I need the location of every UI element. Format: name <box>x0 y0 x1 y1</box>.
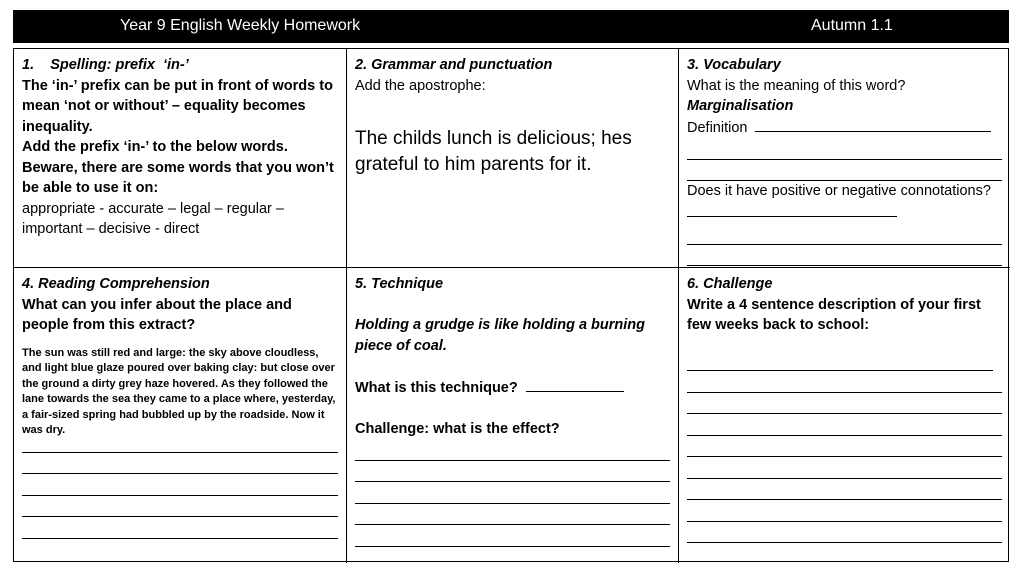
grammar-instruction: Add the apostrophe: <box>355 77 486 94</box>
answer-line[interactable] <box>22 439 338 453</box>
technique-title: 5. Technique <box>355 276 444 292</box>
definition-label: Definition <box>687 119 748 136</box>
header-bar <box>13 10 1009 43</box>
answer-line[interactable] <box>687 245 1002 267</box>
answer-line[interactable] <box>355 482 670 504</box>
homework-grid <box>13 48 1009 562</box>
technique-question-row <box>355 377 670 399</box>
answer-line[interactable] <box>687 138 1002 160</box>
answer-line[interactable] <box>355 525 670 547</box>
answer-line[interactable] <box>355 547 670 564</box>
connotation-question: Does it have positive or negative connotations? <box>687 183 991 199</box>
term-label: Autumn 1.1 <box>811 17 893 34</box>
technique-challenge <box>355 419 670 440</box>
connotation-answer-line[interactable] <box>687 202 897 217</box>
connotation-row <box>687 181 1002 223</box>
technique-answer-line[interactable] <box>526 377 624 392</box>
spelling-intro: The ‘in-’ prefix can be put in front of words to mean ‘not or without’ – equality becomes inequality. <box>22 77 333 135</box>
answer-line[interactable] <box>687 500 1002 522</box>
technique-question: What is this technique? <box>355 379 518 396</box>
answer-line[interactable] <box>687 522 1002 544</box>
answer-line[interactable] <box>22 474 338 496</box>
answer-line[interactable] <box>687 393 1002 415</box>
vocabulary-question: What is the meaning of this word? <box>687 77 906 94</box>
reading-extract: The sun was still red and large: the sky above cloudless, and light blue glaze poured over baking clay: but close over the ground a dirty grey haze hovered. As they followed the lane towards the sea they came to a place where, yesterday, a fair-sized spring had bubbled up by the roadside. Now it was dry. <box>22 346 336 436</box>
answer-line[interactable] <box>687 223 1002 245</box>
spelling-instruction: Add the prefix ‘in-’ to the below words. Beware, there are some words that you won’t be able to use it on: <box>22 139 334 196</box>
reading-question: What can you infer about the place and people from this extract? <box>22 296 292 333</box>
grammar-section <box>347 49 679 268</box>
definition-row <box>687 117 1002 139</box>
technique-quote: Holding a grudge is like holding a burning piece of coal. <box>355 317 645 354</box>
answer-line[interactable] <box>687 436 1002 458</box>
answer-line[interactable] <box>687 350 993 372</box>
answer-line[interactable] <box>687 479 1002 501</box>
answer-line[interactable] <box>355 439 670 461</box>
technique-section <box>347 268 679 563</box>
challenge-text: what is the effect? <box>429 420 560 437</box>
grammar-sentence: The childs lunch is delicious; hes grateful to him parents for it. <box>355 128 632 175</box>
reading-title: 4. Reading Comprehension <box>22 276 210 292</box>
challenge-title: 6. Challenge <box>687 276 773 292</box>
challenge-label: Challenge: <box>355 420 430 437</box>
answer-line[interactable] <box>22 496 338 518</box>
answer-line[interactable] <box>687 371 1002 393</box>
answer-line[interactable] <box>22 517 338 539</box>
challenge-section <box>679 268 1010 563</box>
answer-line[interactable] <box>687 543 1002 563</box>
grammar-title: 2. Grammar and punctuation <box>355 57 553 73</box>
answer-line[interactable] <box>355 461 670 483</box>
answer-line[interactable] <box>687 160 1002 182</box>
page-title: Year 9 English Weekly Homework <box>120 17 361 34</box>
vocabulary-section <box>679 49 1010 268</box>
challenge-task: Write a 4 sentence description of your first few weeks back to school: <box>687 296 981 333</box>
spelling-section <box>14 49 347 268</box>
vocabulary-word: Marginalisation <box>687 98 794 114</box>
vocabulary-title: 3. Vocabulary <box>687 57 781 73</box>
answer-line[interactable] <box>355 504 670 526</box>
definition-answer-line[interactable] <box>755 117 991 132</box>
reading-section <box>14 268 347 563</box>
spelling-title: 1. Spelling: prefix ‘in-’ <box>22 57 189 73</box>
spelling-words: appropriate - accurate – legal – regular – important – decisive - direct <box>22 200 284 237</box>
answer-line[interactable] <box>687 414 1002 436</box>
answer-line[interactable] <box>687 457 1002 479</box>
answer-line[interactable] <box>22 453 338 475</box>
